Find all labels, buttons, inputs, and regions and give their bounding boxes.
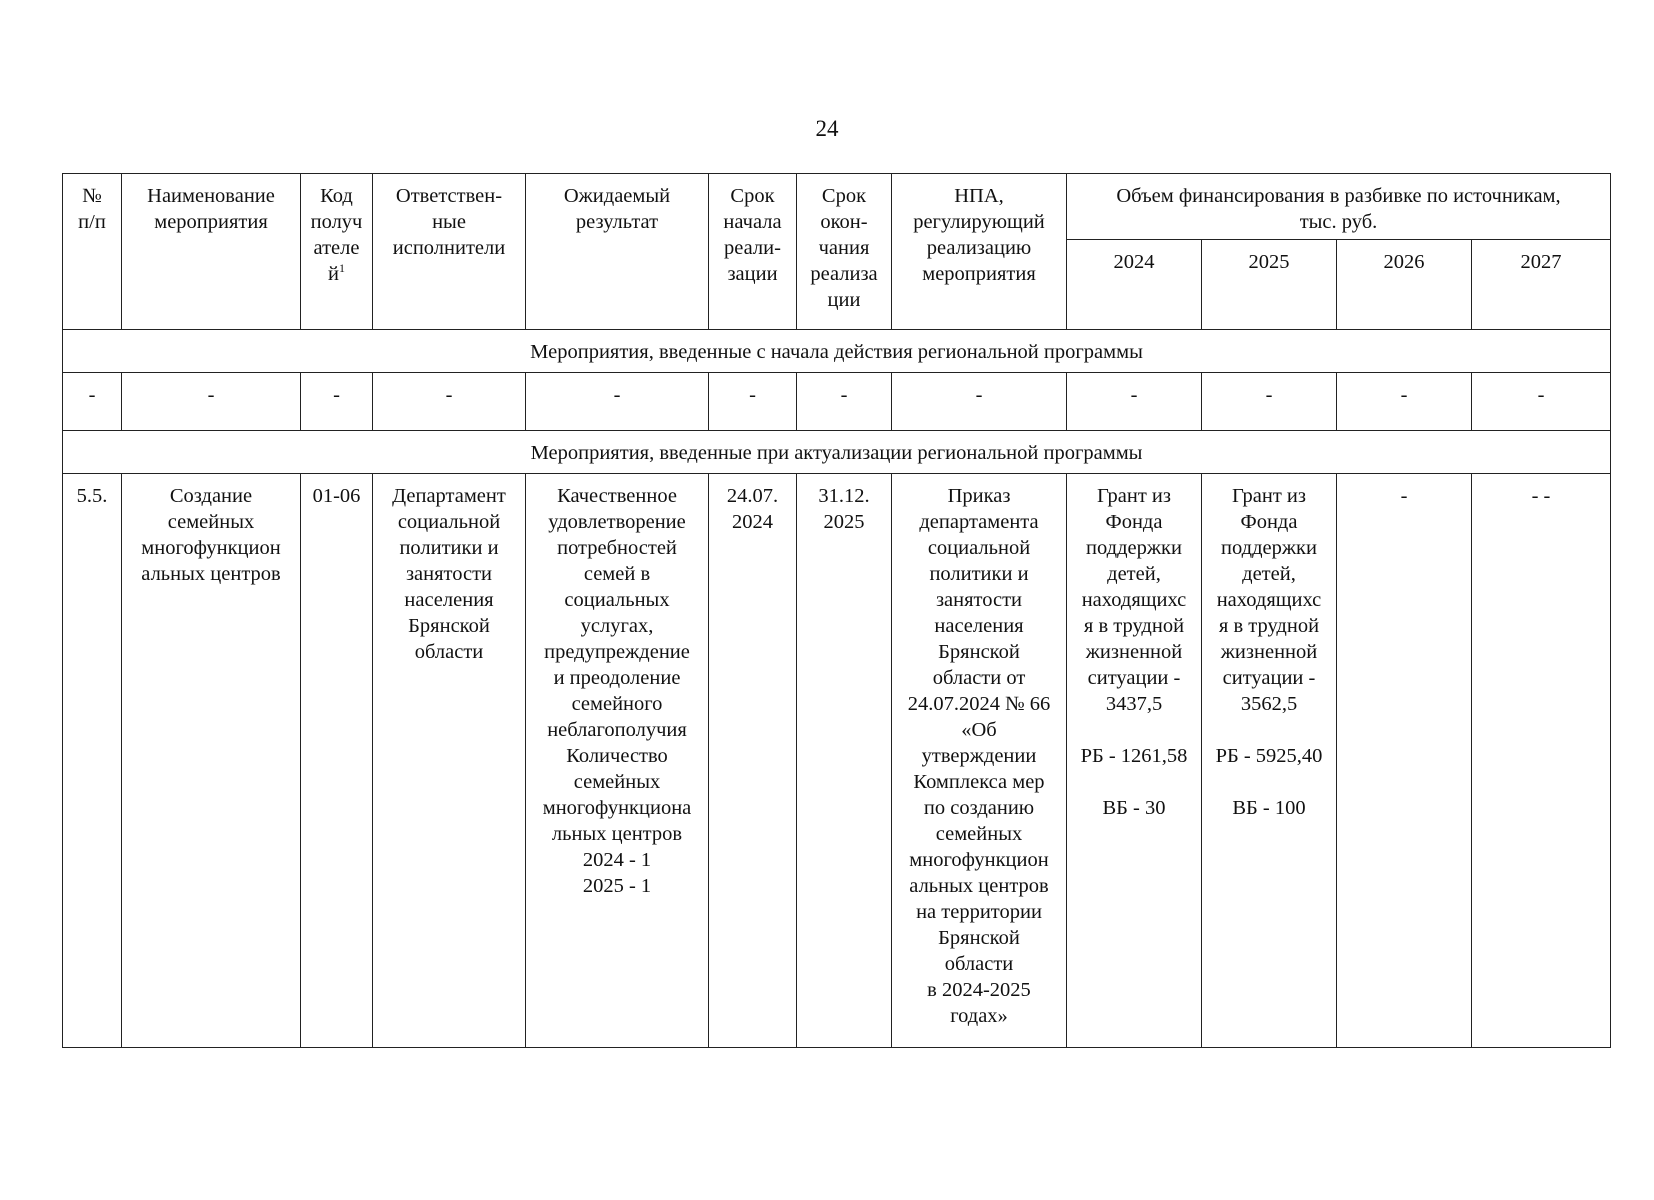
header-responsible: Ответствен- ные исполнители	[373, 174, 526, 330]
dash-cell: -	[63, 373, 122, 431]
dash-cell: -	[122, 373, 301, 431]
dash-cell: -	[797, 373, 892, 431]
row-start: 24.07. 2024	[709, 474, 797, 1048]
row-end: 31.12. 2025	[797, 474, 892, 1048]
row-result: Качественное удовлетворение потребностей семей в социальных услугах, предупреждение и преодоление семейного неблагополучия Количество семейных многофункциона льных центров 2024 - 1 2025 - 1	[526, 474, 709, 1048]
row-funding-2026: -	[1337, 474, 1472, 1048]
header-code-text: Код получ ателе й	[310, 185, 363, 285]
activities-table	[62, 173, 1611, 1048]
header-year-2026: 2026	[1337, 240, 1472, 330]
dash-cell: -	[301, 373, 373, 431]
dash-cell: -	[892, 373, 1067, 431]
dash-cell: -	[373, 373, 526, 431]
row-num: 5.5.	[63, 474, 122, 1048]
dash-cell: -	[1337, 373, 1472, 431]
header-row	[63, 174, 1611, 240]
dash-cell: -	[1202, 373, 1337, 431]
dash-cell: -	[1067, 373, 1202, 431]
header-funding: Объем финансирования в разбивке по источникам, тыс. руб.	[1067, 174, 1611, 240]
header-year-2024: 2024	[1067, 240, 1202, 330]
header-code	[301, 174, 373, 330]
header-result: Ожидаемый результат	[526, 174, 709, 330]
header-start: Срок начала реали- зации	[709, 174, 797, 330]
section-row-1	[63, 330, 1611, 373]
section-title-initial: Мероприятия, введенные с начала действия региональной программы	[63, 330, 1611, 373]
header-num: № п/п	[63, 174, 122, 330]
header-year-2027: 2027	[1472, 240, 1611, 330]
page-number: 24	[815, 116, 839, 141]
row-funding-2027: - -	[1472, 474, 1611, 1048]
section-row-2	[63, 431, 1611, 474]
dash-cell: -	[1472, 373, 1611, 431]
header-name: Наименование мероприятия	[122, 174, 301, 330]
row-funding-2024: Грант из Фонда поддержки детей, находящихс я в трудной жизненной ситуации - 3437,5 РБ - 1261,58 ВБ - 30	[1067, 474, 1202, 1048]
header-code-footnote: 1	[338, 261, 345, 276]
row-npa: Приказ департамента социальной политики и занятости населения Брянской области от 24.07.2024 № 66 «Об утверждении Комплекса мер по созданию семейных многофункцион альных центров на территории Брянской области в 2024-2025 годах»	[892, 474, 1067, 1048]
section-title-update: Мероприятия, введенные при актуализации региональной программы	[63, 431, 1611, 474]
table-row	[63, 474, 1611, 1048]
row-funding-2025: Грант из Фонда поддержки детей, находящихс я в трудной жизненной ситуации - 3562,5 РБ - 5925,40 ВБ - 100	[1202, 474, 1337, 1048]
header-end: Срок окон- чания реализа ции	[797, 174, 892, 330]
dash-cell: -	[526, 373, 709, 431]
header-npa: НПА, регулирующий реализацию мероприятия	[892, 174, 1067, 330]
dash-cell: -	[709, 373, 797, 431]
row-code: 01-06	[301, 474, 373, 1048]
row-responsible: Департамент социальной политики и занятости населения Брянской области	[373, 474, 526, 1048]
header-year-2025: 2025	[1202, 240, 1337, 330]
empty-dash-row	[63, 373, 1611, 431]
row-name: Создание семейных многофункцион альных центров	[122, 474, 301, 1048]
